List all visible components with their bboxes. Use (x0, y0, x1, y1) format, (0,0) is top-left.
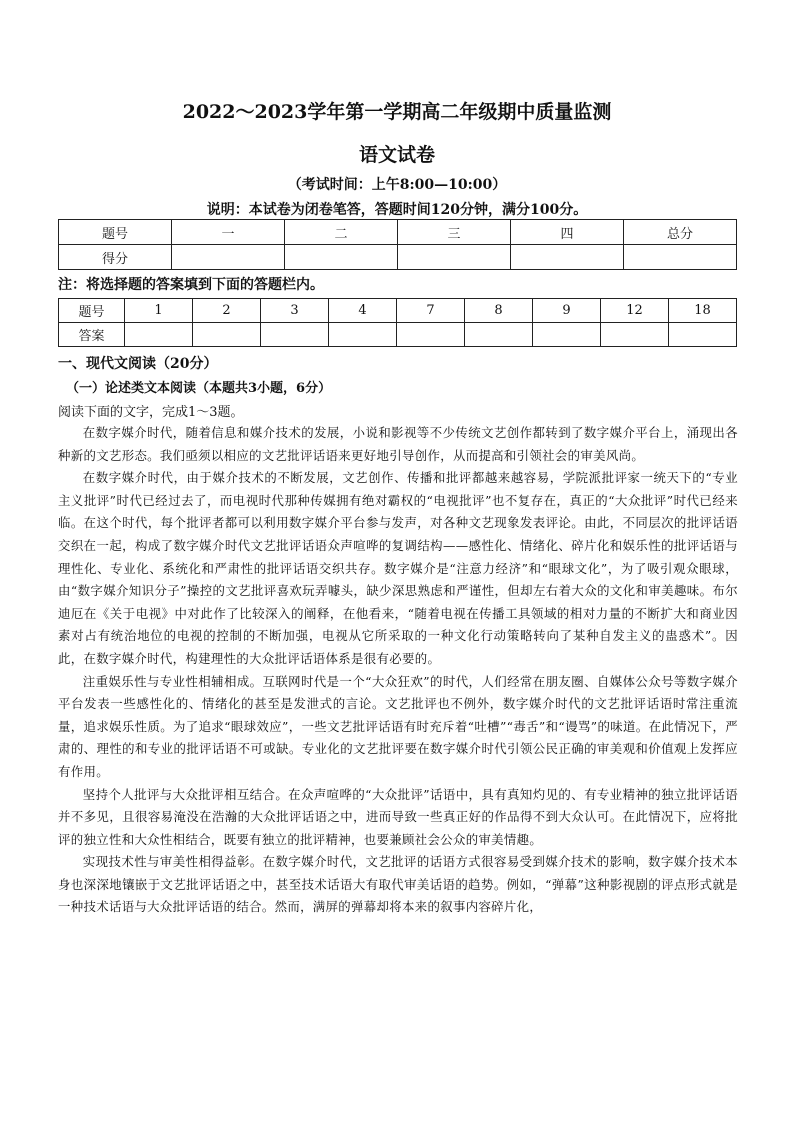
answer-cell[interactable] (465, 323, 533, 347)
answer-cell[interactable] (193, 323, 261, 347)
score-header-cell: 总分 (624, 220, 737, 245)
answer-row-label: 答案 (59, 323, 125, 347)
score-header-row (59, 220, 737, 245)
exam-title: 2022～2023学年第一学期高二年级期中质量监测 (182, 101, 612, 123)
answer-header-row (59, 299, 737, 323)
subject-title: 语文试卷 (358, 144, 435, 166)
passage-paragraph: 实现技术性与审美性相得益彰。在数字媒介时代，文艺批评的话语方式很容易受到媒介技术的影响，数字媒介技术本身也深深地镶嵌于文艺批评话语之中，甚至技术话语大有取代审美话语的趋势。例如，“弹幕”这种影视剧的评点形式就是一种技术话语与大众批评话语的结合。然而，满屏的弹幕却将本来的叙事内容碎片化， (58, 854, 738, 915)
exam-time: （考试时间：上午8:00—10:00） (287, 177, 507, 193)
score-cell[interactable] (511, 245, 624, 270)
answer-note: 注：将选择题的答案填到下面的答题栏内。 (58, 277, 324, 293)
reading-instruction: 阅读下面的文字，完成1～3题。 (58, 405, 244, 420)
score-header-cell: 四 (511, 220, 624, 245)
score-cell[interactable] (285, 245, 398, 270)
reading-passage (58, 422, 738, 919)
answer-table (58, 298, 737, 347)
score-header-cell: 三 (398, 220, 511, 245)
passage-paragraph: 坚持个人批评与大众批评相互结合。在众声喧哗的“大众批评”话语中，具有真知灼见的、有专业精神的独立批评话语并不多见，且很容易淹没在浩瀚的大众批评话语之中，进而导致一些真正好的作品得不到大众认可。在此情况下，应将批评的独立性和大众性相结合，既要有独立的批评精神，也要兼顾社会公众的审美情趣。 (58, 786, 738, 847)
score-cell[interactable] (398, 245, 511, 270)
score-header-cell: 二 (285, 220, 398, 245)
answer-cell[interactable] (261, 323, 329, 347)
score-header-cell: 一 (172, 220, 285, 245)
exam-instructions: 说明：本试卷为闭卷笔答，答题时间120分钟，满分100分。 (206, 202, 588, 218)
answer-header-cell: 12 (601, 299, 669, 323)
answer-header-cell: 2 (193, 299, 261, 323)
answer-cell[interactable] (669, 323, 737, 347)
answer-header-cell: 1 (125, 299, 193, 323)
answer-header-cell: 题号 (59, 299, 125, 323)
answer-header-cell: 8 (465, 299, 533, 323)
answer-cell[interactable] (125, 323, 193, 347)
section-title: 一、现代文阅读（20分） (58, 356, 218, 372)
passage-paragraph: 注重娱乐性与专业性相辅相成。互联网时代是一个“大众狂欢”的时代，人们经常在朋友圈、自媒体公众号等数字媒介平台发表一些感性化的、情绪化的甚至是发泄式的言论。文艺批评也不例外，数字媒介时代的文艺批评话语时常注重流量，追求娱乐性质。为了追求“眼球效应”，一些文艺批评话语有时充斥着“吐槽”“毒舌”和“谩骂”的味道。在此情况下，严肃的、理性的和专业的批评话语不可或缺。专业化的文艺批评要在数字媒介时代引领公民正确的审美观和价值观上发挥应有作用。 (58, 673, 738, 779)
score-header-cell: 题号 (59, 220, 172, 245)
answer-header-cell: 3 (261, 299, 329, 323)
answer-cell[interactable] (601, 323, 669, 347)
answer-header-cell: 7 (397, 299, 465, 323)
score-cell[interactable] (172, 245, 285, 270)
answer-cell[interactable] (397, 323, 465, 347)
answer-cell[interactable] (329, 323, 397, 347)
score-row-label: 得分 (59, 245, 172, 270)
answer-header-cell: 4 (329, 299, 397, 323)
answer-header-cell: 9 (533, 299, 601, 323)
answer-header-cell: 18 (669, 299, 737, 323)
score-table (58, 219, 737, 270)
passage-paragraph: 在数字媒介时代，随着信息和媒介技术的发展，小说和影视等不少传统文艺创作都转到了数字媒介平台上，涌现出各种新的文艺形态。我们亟须以相应的文艺批评话语来更好地引导创作，从而提高和引领社会的审美风尚。 (58, 425, 738, 463)
subsection-title: （一）论述类文本阅读（本题共3小题，6分） (66, 381, 332, 396)
score-row (59, 245, 737, 270)
score-cell[interactable] (624, 245, 737, 270)
answer-cell[interactable] (533, 323, 601, 347)
passage-paragraph: 在数字媒介时代，由于媒介技术的不断发展，文艺创作、传播和批评都越来越容易，学院派批评家一统天下的“专业主义批评”时代已经过去了，而电视时代那种传媒拥有绝对霸权的“电视批评”也不复存在，真正的“大众批评”时代已经来临。在这个时代，每个批评者都可以利用数字媒介平台参与发声，对各种文艺现象发表评论。由此，不同层次的批评话语交织在一起，构成了数字媒介时代文艺批评话语众声喧哗的复调结构——感性化、情绪化、碎片化和娱乐性的批评话语与理性化、专业化、系统化和严肃性的批评话语交织共存。数字媒介是“注意力经济”和“眼球文化”，为了吸引观众眼球，由“数字媒介知识分子”操控的文艺批评喜欢玩弄噱头，缺少深思熟虑和严谨性，但却左右着大众的文化和审美趣味。布尔迪厄在《关于电视》中对此作了比较深入的阐释，在他看来，“随着电视在传播工具领域的相对力量的不断扩大和商业因素对占有统治地位的电视的控制的不断加强，电视从它所采取的一种文化行动策略转向了某种自发主义的蛊惑术”。因此，在数字媒介时代，构建理性的大众批评话语体系是很有必要的。 (58, 470, 738, 666)
answer-row (59, 323, 737, 347)
